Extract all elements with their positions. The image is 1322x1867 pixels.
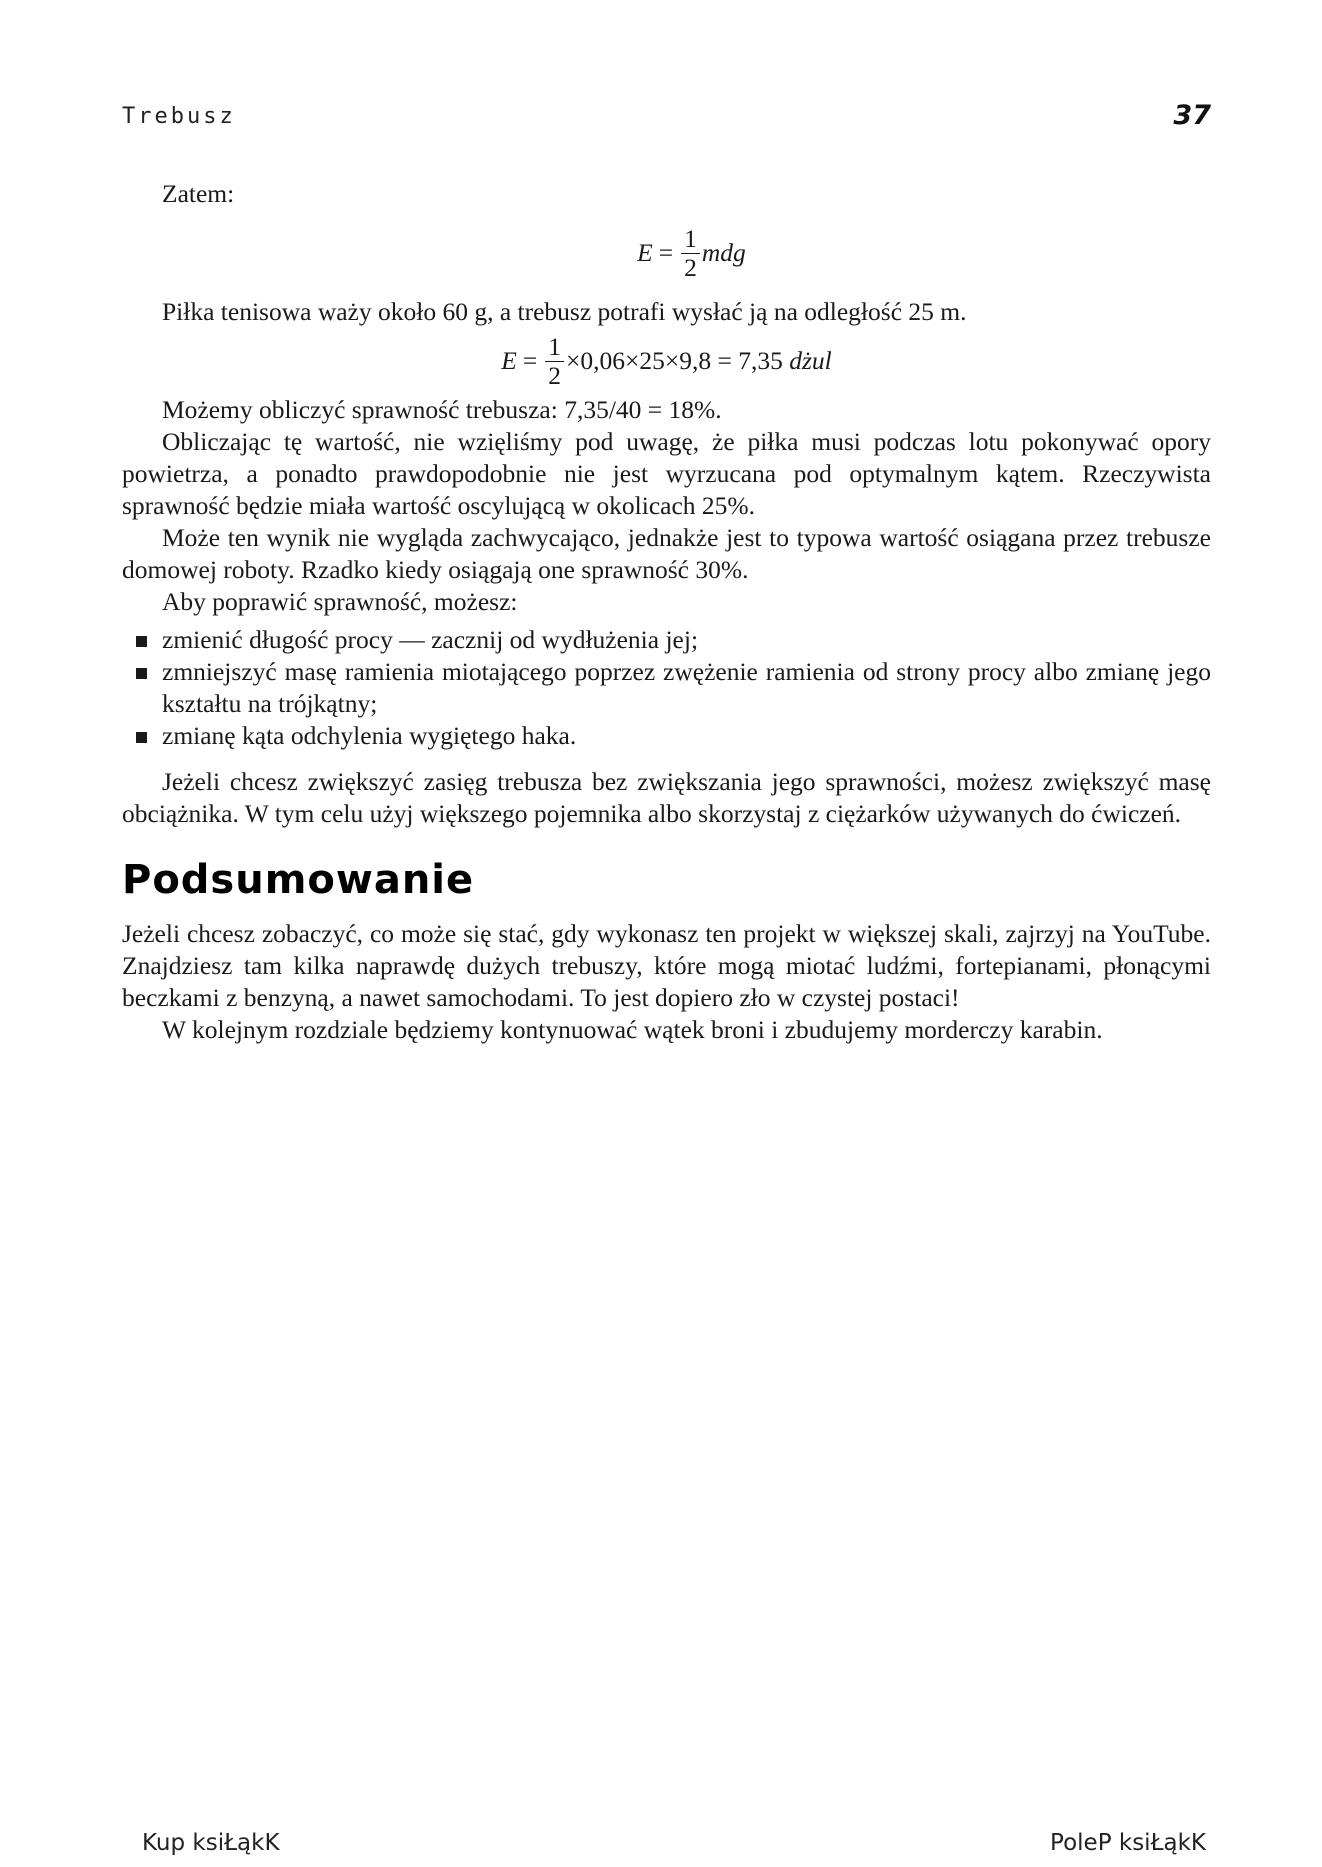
- eq2-fraction: [545, 333, 564, 390]
- improvement-list: [122, 624, 1211, 752]
- page-body: [122, 178, 1211, 1046]
- equation-energy-formula: [172, 210, 1211, 296]
- paragraph-pilka: Piłka tenisowa waży około 60 g, a trebusz potrafi wysłać ją na odległość 25 m.: [162, 297, 967, 326]
- paragraph-obliczajac: Obliczając tę wartość, nie wzięliśmy pod uwagę, że piłka musi podczas lotu pokonywać opory powietrza, a ponadto prawdopodobnie nie jest wyrzucana pod optymalnym kątem. Rzeczywista sprawność będzie miała wartość oscylującą w okolicach 25%.: [122, 427, 1211, 520]
- list-item-text: zmienić długość procy — zacznij od wydłużenia jej;: [162, 625, 699, 654]
- paragraph-kolejny: W kolejnym rozdziale będziemy kontynuować wątek broni i zbudujemy morderczy karabin.: [162, 1015, 1103, 1044]
- eq1-fraction: [681, 225, 700, 282]
- list-item: [122, 656, 1211, 720]
- eq1-denominator: 2: [684, 252, 697, 282]
- footer-buy-link[interactable]: Kup ksiŁąkK: [142, 1830, 280, 1856]
- paragraph-jezeli-zasieg: Jeżeli chcesz zwiększyć zasięg trebusza bez zwiększania jego sprawności, możesz zwiększyć masę obciążnika. W tym celu użyj większego pojemnika albo skorzystaj z ciężarków używanych do ćwiczeń.: [122, 767, 1211, 828]
- equation-energy-value: [122, 328, 1211, 394]
- eq2-denominator: 2: [548, 360, 561, 390]
- paragraph-youtube: Jeżeli chcesz zobaczyć, co może się stać, gdy wykonasz ten projekt w większej skali, zajrzyj na YouTube. Znajdziesz tam kilka naprawdę dużych trebuszy, które mogą miotać ludźmi, fortepianami, płonącymi beczkami z benzyną, a nawet samochodami. To jest dopiero zło w czystej postaci!: [122, 919, 1211, 1012]
- paragraph-moze: Może ten wynik nie wygląda zachwycająco, jednakże jest to typowa wartość osiągana przez trebusze domowej roboty. Rzadko kiedy osiągają one sprawność 30%.: [122, 523, 1211, 584]
- eq2-lhs: E: [501, 346, 517, 375]
- section-title: Podsumowanie: [122, 857, 475, 903]
- list-item-text: zmianę kąta odchylenia wygiętego haka.: [162, 721, 577, 750]
- list-item-text: zmniejszyć masę ramienia miotającego poprzez zwężenie ramienia od strony procy albo zmianę jego kształtu na trójkątny;: [162, 657, 1211, 718]
- eq2-unit: dżul: [789, 346, 832, 375]
- paragraph-zatem: Zatem:: [162, 179, 235, 208]
- list-item: [122, 720, 1211, 752]
- paragraph-aby: Aby poprawić sprawność, możesz:: [162, 587, 518, 616]
- page-number: 37: [1173, 100, 1211, 131]
- paragraph-sprawnosc: Możemy obliczyć sprawność trebusza: 7,35/40 = 18%.: [162, 395, 722, 424]
- eq1-equals: =: [658, 238, 674, 267]
- eq1-rhs: mdg: [701, 238, 746, 267]
- eq2-rhs: ×0,06×25×9,8 = 7,35: [565, 346, 783, 375]
- footer-recommend-link[interactable]: PoleP ksiŁąkK: [1050, 1830, 1206, 1856]
- list-item: [122, 624, 1211, 656]
- square-bullet-icon: [136, 668, 147, 679]
- eq2-equals: =: [522, 346, 538, 375]
- running-head-title: Trebusz: [122, 104, 236, 129]
- square-bullet-icon: [136, 636, 147, 647]
- square-bullet-icon: [136, 732, 147, 743]
- eq1-numerator: 1: [681, 225, 700, 254]
- eq1-lhs: E: [637, 238, 653, 267]
- eq2-numerator: 1: [545, 333, 564, 362]
